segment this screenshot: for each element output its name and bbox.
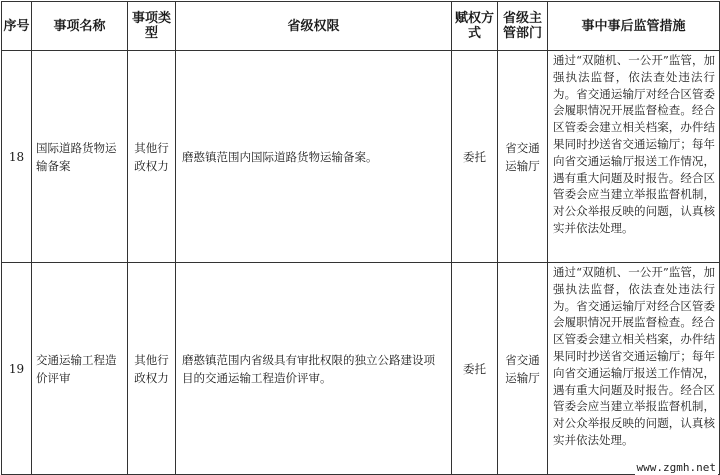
row-method: 委托 <box>452 51 498 263</box>
row-measures: 通过“双随机、一公开”监管，加强执法监督，依法查处违法行为。省交通运输厅对经合区管委会履职情况开展监督检查。经合区管委会建立相关档案，办件结果同时抄送省交通运输厅；每年向省交通运输厅报送工作情况，遇有重大问题及时报告。经合区管委会应当建立举报监督机制，对公众举报反映的问题，认真核实并依法处理。 <box>548 263 720 475</box>
row-dept: 省交通运输厅 <box>498 51 548 263</box>
row-measures: 通过“双随机、一公开”监管，加强执法监督，依法查处违法行为。省交通运输厅对经合区管委会履职情况开展监督检查。经合区管委会建立相关档案，办件结果同时抄送省交通运输厅；每年向省交通运输厅报送工作情况，遇有重大问题及时报告。经合区管委会应当建立举报监督机制，对公众举报反映的问题，认真核实并依法处理。 <box>548 51 720 263</box>
header-measures: 事中事后监管措施 <box>548 2 720 51</box>
header-name: 事项名称 <box>32 2 128 51</box>
header-num: 序号 <box>2 2 32 51</box>
watermark-url: www.zgmh.net <box>636 461 716 474</box>
row-type: 其他行政权力 <box>128 51 176 263</box>
header-row <box>2 2 720 51</box>
supervision-table <box>1 1 720 475</box>
row-num: 18 <box>2 51 32 263</box>
header-authority: 省级权限 <box>176 2 452 51</box>
header-type: 事项类型 <box>128 2 176 51</box>
header-method: 赋权方式 <box>452 2 498 51</box>
header-dept: 省级主管部门 <box>498 2 548 51</box>
row-method: 委托 <box>452 263 498 475</box>
row-num: 19 <box>2 263 32 475</box>
row-type: 其他行政权力 <box>128 263 176 475</box>
row-authority: 磨憨镇范围内国际道路货物运输备案。 <box>176 51 452 263</box>
row-authority: 磨憨镇范围内省级具有审批权限的独立公路建设项目的交通运输工程造价评审。 <box>176 263 452 475</box>
row-name: 国际道路货物运输备案 <box>32 51 128 263</box>
row-name: 交通运输工程造价评审 <box>32 263 128 475</box>
table-row <box>2 51 720 263</box>
table-row <box>2 263 720 475</box>
row-dept: 省交通运输厅 <box>498 263 548 475</box>
